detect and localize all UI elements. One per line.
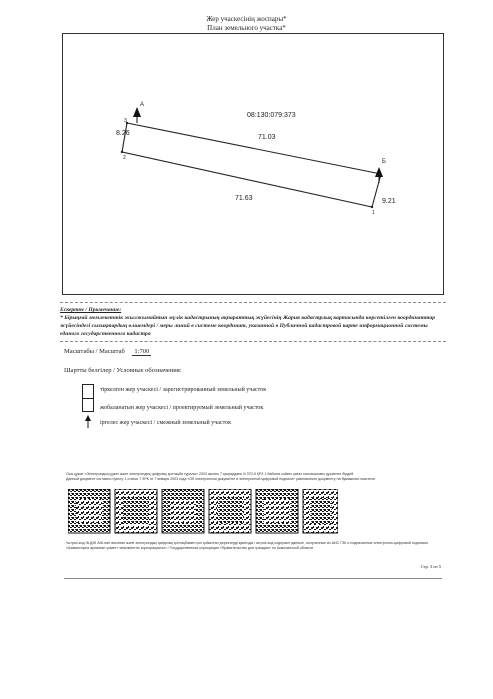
notes-bottom-rule — [60, 341, 446, 342]
legend-item-projected: жобаланатын жер учаскесі / проектируемый земельный участок — [100, 405, 264, 411]
point-label-1: 1 — [372, 210, 375, 216]
notes-heading: Ескертпе / Примечание: — [60, 307, 122, 313]
direction-arrow-a-icon — [133, 107, 141, 123]
side-length-bottom: 71.63 — [235, 195, 253, 202]
direction-b-label: Б — [382, 159, 386, 165]
legal-line-4: «Азаматтарға арналған үкімет» мемлекеттік корпорациясы» / Государственная корпорация «Правительство для граждан» по Акмолинской области — [66, 546, 314, 550]
qr-code-2 — [115, 489, 157, 533]
adjacent-parcel-arrow-icon — [83, 415, 93, 429]
direction-arrow-b-icon — [375, 167, 383, 183]
qr-code-1 — [68, 489, 110, 533]
qr-code-5 — [256, 489, 298, 533]
corner-marker — [371, 206, 373, 208]
parcel-plan-drawing — [62, 33, 444, 295]
scale-row — [64, 348, 151, 356]
page-number: Стр. 3 из 5 — [420, 564, 441, 569]
scale-value: 1:700 — [134, 348, 150, 355]
legend-item-adjacent: іргелес жер учаскесі / смежный земельный участок — [100, 420, 232, 426]
plan-title-ru: План земельного участка* — [207, 24, 286, 32]
legend-title: Шартты белгілер / Условные обозначения: — [64, 367, 182, 374]
side-length-left: 8.26 — [116, 130, 130, 137]
notes-block — [60, 306, 446, 338]
barcode-strip — [68, 489, 338, 535]
notes-body: * Бірыңғай мемлекеттік жылжымайтын мүлік кадастрының ақпараттық жүйесінің Жария кадастрлық картасында көрсетілген координаттар жүйесіндегі сызықтардың өлшемдері / меры линий в системе координат, указанной в Публичной кадастровой карте информационной системы единого государственного кадастра — [60, 315, 436, 337]
corner-marker — [121, 151, 123, 153]
qr-code-3 — [162, 489, 204, 533]
point-label-2: 2 — [123, 155, 126, 161]
plan-title-kz: Жер учаскесінің жоспары* — [206, 15, 287, 23]
legal-text-bottom — [66, 541, 442, 551]
cadastral-number: 08:130:079:373 — [247, 112, 296, 119]
scale-label: Масштабы / Масштаб — [64, 348, 125, 355]
legal-line-3: *штрих-код ЭЦҚЖ АЖ-нан алынған және электрондық цифрлық қолтаңбамен қол қойылған деректерді қамтиды / штрих-код содержит данные, полученные из АИС ГЗК и подписанные электронно-цифровой подписью — [66, 541, 429, 545]
side-length-top: 71.03 — [258, 134, 276, 141]
notes-top-rule — [60, 302, 446, 303]
legend-item-registered: тіркелген жер учаскесі / зарегистрированный земельный участок — [100, 387, 267, 393]
footer-rule — [64, 578, 442, 579]
side-length-right: 9.21 — [382, 198, 396, 205]
projected-parcel-icon — [82, 398, 94, 399]
legal-line-2: Данный документ согласно пункту 1 статьи 7 ЗРК от 7 января 2003 года «Об электронном документе и электронной цифровой подписи» равнозначен документу на бумажном носителе. — [66, 477, 376, 481]
legal-line-1: Осы құжат «Электрондық құжат және электрондық цифрлық қолтаңба туралы» 2003 жылғы 7 қаңтардағы N 370-II ҚРЗ 1 бабына сәйкес қағаз тасығыштағы құжатпен бірдей. — [66, 472, 355, 476]
point-label-3: 3 — [124, 118, 127, 124]
legal-text-top — [66, 472, 442, 482]
qr-code-6 — [303, 489, 338, 533]
direction-a-label: А — [140, 102, 145, 108]
qr-code-4 — [209, 489, 251, 533]
